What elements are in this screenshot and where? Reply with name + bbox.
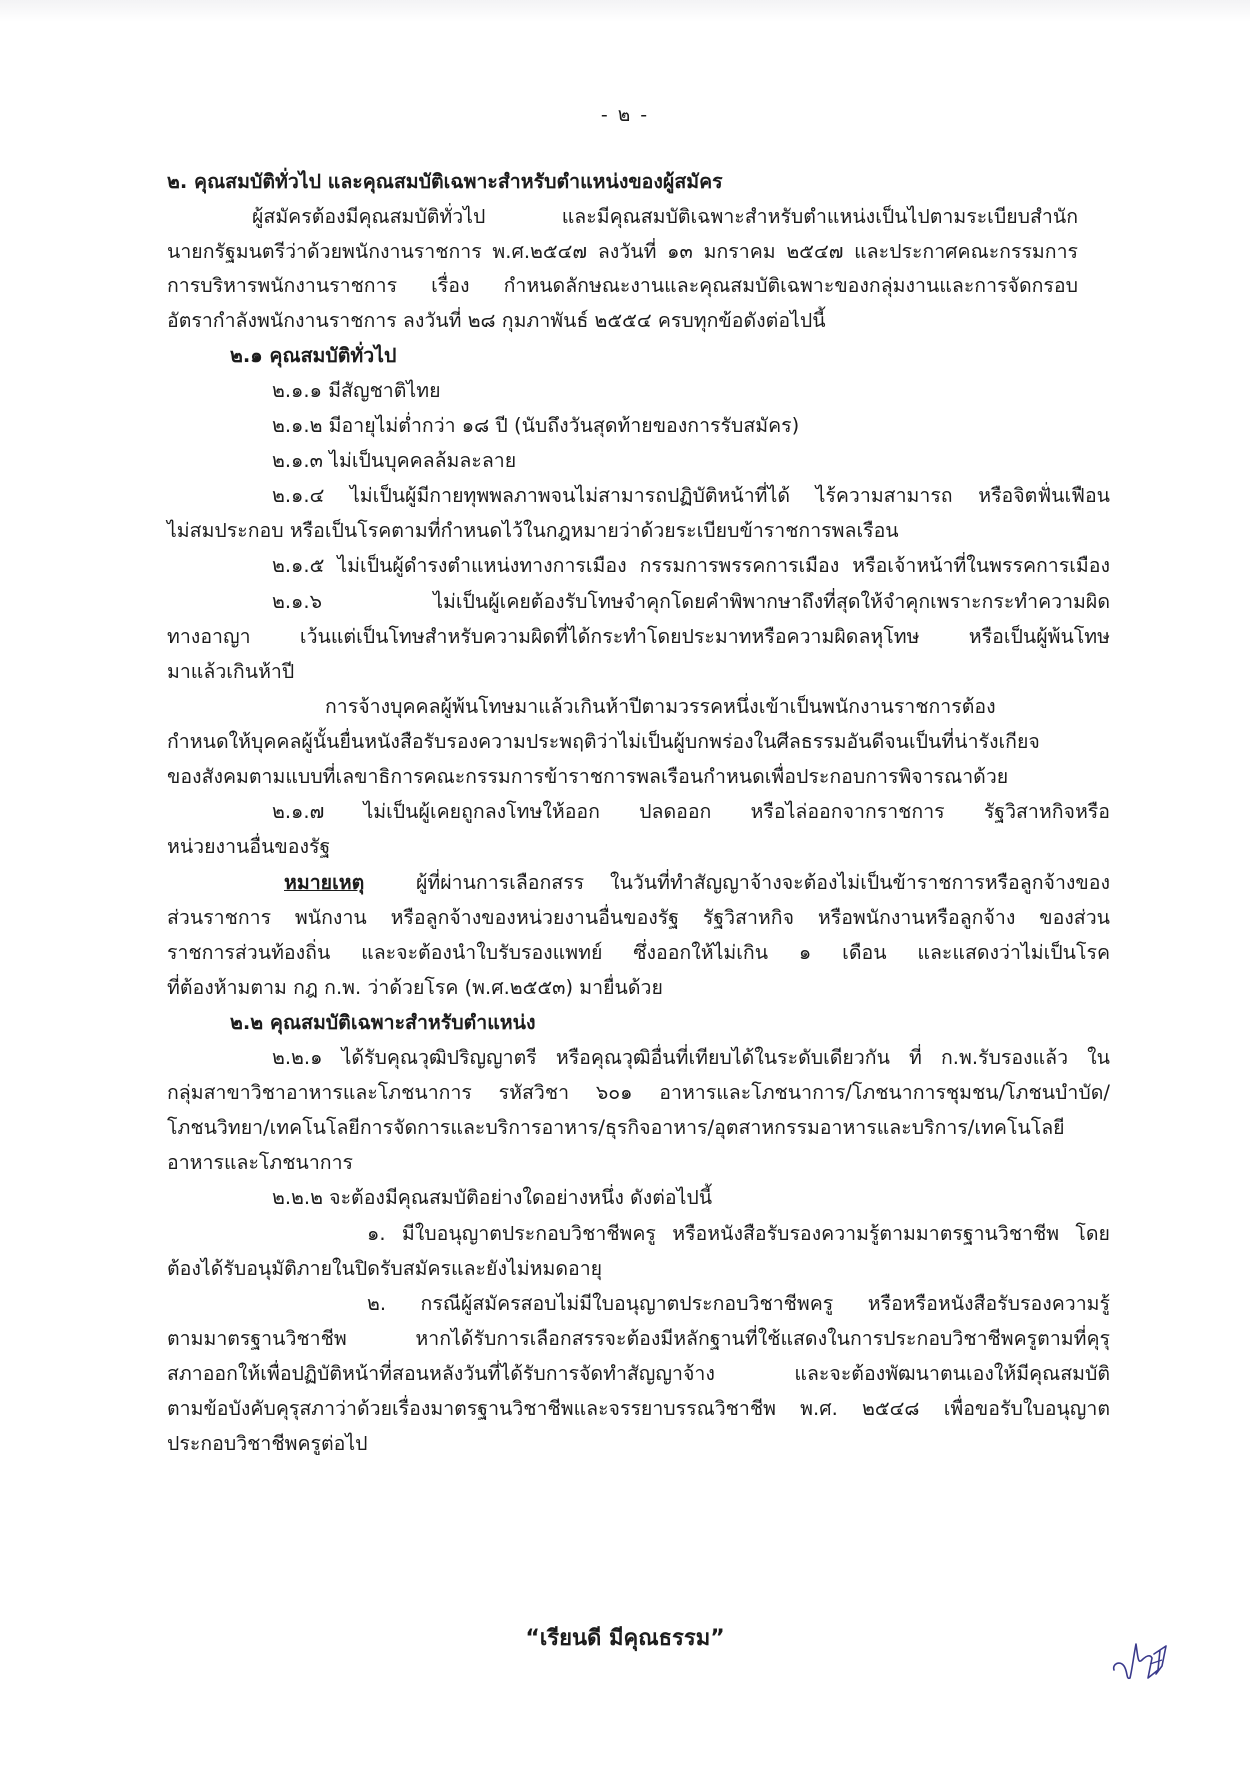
motto: “เรียนดี มีคุณธรรม” xyxy=(525,1626,725,1651)
note-text-1: ผู้ที่ผ่านการเลือกสรร ในวันที่ทำสัญญาจ้างจะต้องไม่เป็นข้าราชการหรือลูกจ้างของ xyxy=(364,871,1110,894)
item-2-2-2-option-2-cont-3: ตามข้อบังคับคุรุสภาว่าด้วยเรื่องมาตรฐานวิชาชีพและจรรยาบรรณวิชาชีพ พ.ศ. ๒๕๔๘ เพื่อขอรับใบอนุญาต xyxy=(167,1397,1110,1420)
item-2-1-6-para-3: ของสังคมตามแบบที่เลขาธิการคณะกรรมการข้าราชการพลเรือนกำหนดเพื่อประกอบการพิจารณาด้วย xyxy=(167,765,1009,788)
item-2-2-2-option-2-cont-1: ตามมาตรฐานวิชาชีพ หากได้รับการเลือกสรรจะต้องมีหลักฐานที่ใช้แสดงในการประกอบวิชาชีพครูตามที่คุรุ xyxy=(167,1327,1110,1350)
section-2-heading: ๒. คุณสมบัติทั่วไป และคุณสมบัติเฉพาะสำหรับตำแหน่งของผู้สมัคร xyxy=(167,170,723,193)
intro-line-3: การบริหารพนักงานราชการ เรื่อง กำหนดลักษณะงานและคุณสมบัติเฉพาะของกลุ่มงานและการจัดกรอบ xyxy=(167,274,1078,297)
item-2-1-6-cont-1: ทางอาญา เว้นแต่เป็นโทษสำหรับความผิดที่ได้กระทำโดยประมาทหรือความผิดลหุโทษ หรือเป็นผู้พ้นโทษ xyxy=(167,625,1110,648)
section-2-1-heading: ๒.๑ คุณสมบัติทั่วไป xyxy=(230,344,397,367)
item-2-1-7: ๒.๑.๗ ไม่เป็นผู้เคยถูกลงโทษให้ออก ปลดออก หรือไล่ออกจากราชการ รัฐวิสาหกิจหรือ xyxy=(272,800,1110,823)
item-2-1-6-cont-2: มาแล้วเกินห้าปี xyxy=(167,660,295,683)
intro-line-4: อัตรากำลังพนักงานราชการ ลงวันที่ ๒๘ กุมภาพันธ์ ๒๕๕๔ ครบทุกข้อดังต่อไปนี้ xyxy=(167,309,826,332)
note-line-2: ส่วนราชการ พนักงาน หรือลูกจ้างของหน่วยงานอื่นของรัฐ รัฐวิสาหกิจ หรือพนักงานหรือลูกจ้าง ของส่วน xyxy=(167,906,1110,929)
item-2-2-2-option-1: ๑. มีใบอนุญาตประกอบวิชาชีพครู หรือหนังสือรับรองความรู้ตามมาตรฐานวิชาชีพ โดย xyxy=(367,1222,1110,1245)
item-2-2-1-cont-3: อาหารและโภชนาการ xyxy=(167,1151,354,1174)
intro-line-2: นายกรัฐมนตรีว่าด้วยพนักงานราชการ พ.ศ.๒๕๔๗ ลงวันที่ ๑๓ มกราคม ๒๕๔๗ และประกาศคณะกรรมการ xyxy=(167,240,1078,263)
item-2-2-2-option-2-cont-2: สภาออกให้เพื่อปฏิบัติหน้าที่สอนหลังวันที่ได้รับการจัดทำสัญญาจ้าง และจะต้องพัฒนาตนเองให้มีคุณสมบัติ xyxy=(167,1362,1110,1385)
item-2-1-1: ๒.๑.๑ มีสัญชาติไทย xyxy=(272,379,441,402)
item-2-1-6-para-2: กำหนดให้บุคคลผู้นั้นยื่นหนังสือรับรองความประพฤติว่าไม่เป็นผู้บกพร่องในศีลธรรมอันดีจนเป็นที่น่ารังเกียจ xyxy=(167,730,1040,753)
item-2-2-2: ๒.๒.๒ จะต้องมีคุณสมบัติอย่างใดอย่างหนึ่ง ดังต่อไปนี้ xyxy=(272,1186,713,1209)
signature-icon xyxy=(1110,1630,1170,1686)
item-2-2-1-cont-2: โภชนวิทยา/เทคโนโลยีการจัดการและบริการอาหาร/ธุรกิจอาหาร/อุตสาหกรรมอาหารและบริการ/เทคโนโลยี xyxy=(167,1116,1065,1139)
item-2-1-5: ๒.๑.๕ ไม่เป็นผู้ดำรงตำแหน่งทางการเมือง กรรมการพรรคการเมือง หรือเจ้าหน้าที่ในพรรคการเมือง xyxy=(272,554,1110,577)
item-2-2-2-option-2-cont-4: ประกอบวิชาชีพครูต่อไป xyxy=(167,1432,368,1455)
item-2-2-1-cont-1: กลุ่มสาขาวิชาอาหารและโภชนาการ รหัสวิชา ๖๐๑ อาหารและโภชนาการ/โภชนาการชุมชน/โภชนบำบัด/ xyxy=(167,1081,1110,1104)
note-label: หมายเหตุ xyxy=(284,871,365,894)
note-line-1 xyxy=(284,868,1110,898)
item-2-2-1: ๒.๒.๑ ได้รับคุณวุฒิปริญญาตรี หรือคุณวุฒิอื่นที่เทียบได้ในระดับเดียวกัน ที่ ก.พ.รับรองแล้ว ใน xyxy=(272,1046,1110,1069)
scan-top-edge xyxy=(0,0,1250,22)
item-2-2-2-option-2: ๒. กรณีผู้สมัครสอบไม่มีใบอนุญาตประกอบวิชาชีพครู หรือหรือหนังสือรับรองความรู้ xyxy=(367,1292,1110,1315)
item-2-1-7-cont: หน่วยงานอื่นของรัฐ xyxy=(167,835,331,858)
page-number: - ๒ - xyxy=(600,104,650,126)
item-2-1-2: ๒.๑.๒ มีอายุไม่ต่ำกว่า ๑๘ ปี (นับถึงวันสุดท้ายของการรับสมัคร) xyxy=(272,414,800,437)
section-2-2-heading: ๒.๒ คุณสมบัติเฉพาะสำหรับตำแหน่ง xyxy=(230,1011,536,1034)
item-2-2-2-option-1-cont: ต้องได้รับอนุมัติภายในปิดรับสมัครและยังไม่หมดอายุ xyxy=(167,1257,603,1280)
item-2-1-3: ๒.๑.๓ ไม่เป็นบุคคลล้มละลาย xyxy=(272,449,517,472)
item-2-1-4: ๒.๑.๔ ไม่เป็นผู้มีกายทุพพลภาพจนไม่สามารถปฏิบัติหน้าที่ได้ ไร้ความสามารถ หรือจิตฟั่นเฟือน xyxy=(272,484,1110,507)
note-line-4: ที่ต้องห้ามตาม กฎ ก.พ. ว่าด้วยโรค (พ.ศ.๒๕๕๓) มายื่นด้วย xyxy=(167,976,663,999)
item-2-1-4-cont: ไม่สมประกอบ หรือเป็นโรคตามที่กำหนดไว้ในกฎหมายว่าด้วยระเบียบข้าราชการพลเรือน xyxy=(167,519,899,542)
note-line-3: ราชการส่วนท้องถิ่น และจะต้องนำใบรับรองแพทย์ ซึ่งออกให้ไม่เกิน ๑ เดือน และแสดงว่าไม่เป็นโรค xyxy=(167,941,1110,964)
intro-line-1: ผู้สมัครต้องมีคุณสมบัติทั่วไป และมีคุณสมบัติเฉพาะสำหรับตำแหน่งเป็นไปตามระเบียบสำนัก xyxy=(252,205,1078,228)
item-2-1-6-para-1: การจ้างบุคคลผู้พ้นโทษมาแล้วเกินห้าปีตามวรรคหนึ่งเข้าเป็นพนักงานราชการต้อง xyxy=(325,695,996,718)
item-2-1-6: ๒.๑.๖ ไม่เป็นผู้เคยต้องรับโทษจำคุกโดยคำพิพากษาถึงที่สุดให้จำคุกเพราะกระทำความผิด xyxy=(272,590,1110,613)
